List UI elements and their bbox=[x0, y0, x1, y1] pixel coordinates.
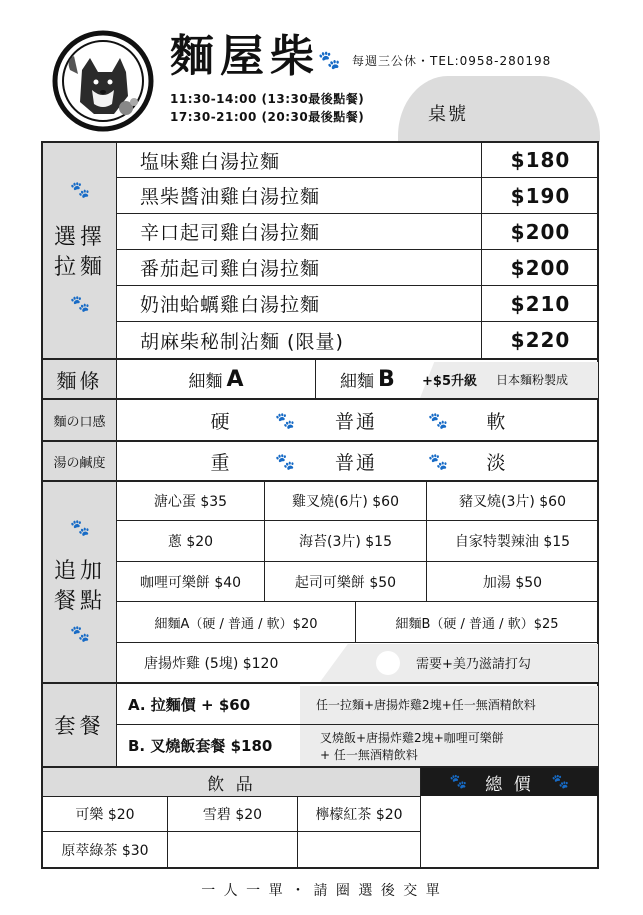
paw-icon: 🐾 bbox=[70, 294, 90, 313]
paw-icon: 🐾 bbox=[318, 50, 341, 71]
setmeal-a-desc: 任一拉麵+唐揚炸雞2塊+任一無酒精飲料 bbox=[316, 697, 536, 712]
drink-sprite[interactable]: 雪碧 $20 bbox=[202, 807, 263, 823]
shiba-dog-logo-icon bbox=[52, 30, 154, 132]
drinks-label: 飲 品 bbox=[207, 774, 256, 795]
total-header bbox=[421, 768, 598, 796]
paw-icon: 🐾 bbox=[70, 624, 90, 643]
ramen-price-3: $200 bbox=[510, 219, 571, 244]
addon-soft-egg[interactable]: 溏心蛋 $35 bbox=[153, 494, 228, 510]
setmeal-b-desc-2: + 任一無酒精飲料 bbox=[320, 748, 418, 762]
drink-lemon-tea[interactable]: 檸檬紅茶 $20 bbox=[315, 807, 403, 823]
paw-icon: 🐾 bbox=[551, 774, 570, 790]
total-label: 總 價 bbox=[485, 774, 534, 795]
addon-noodle-a[interactable]: 細麵A（硬 / 普通 / 軟）$20 bbox=[154, 616, 318, 632]
saltiness-option-normal[interactable]: 普通 bbox=[334, 451, 377, 474]
ramen-item-5[interactable]: 奶油蛤蠣雞白湯拉麵 bbox=[140, 294, 321, 316]
hours-line-1: 11:30-14:00 (13:30最後點餐) bbox=[170, 92, 365, 106]
shop-name: 麵屋柴 bbox=[170, 31, 320, 82]
addon-chicken-chashu[interactable]: 雞叉燒(6片) $60 bbox=[291, 494, 399, 510]
saltiness-label: 湯の鹹度 bbox=[53, 455, 106, 471]
setmeal-b[interactable]: B. 叉燒飯套餐 $180 bbox=[128, 737, 273, 755]
paw-icon: 🐾 bbox=[275, 451, 295, 471]
paw-icon: 🐾 bbox=[70, 518, 90, 537]
noodle-b-prefix: 細麵 bbox=[340, 371, 374, 392]
noodle-label: 麵條 bbox=[56, 368, 103, 393]
ramen-item-1[interactable]: 塩味雞白湯拉麵 bbox=[140, 150, 281, 173]
ramen-price-5: $210 bbox=[510, 291, 571, 316]
ramen-price-4: $200 bbox=[510, 255, 571, 280]
noodle-upgrade: +$5升級 bbox=[422, 373, 477, 389]
ramen-price-6: $220 bbox=[510, 328, 571, 352]
addon-scallion[interactable]: 蔥 $20 bbox=[167, 534, 214, 550]
noodle-upgrade-note: 日本麵粉製成 bbox=[496, 372, 569, 387]
addon-chili-oil[interactable]: 自家特製辣油 $15 bbox=[454, 534, 571, 550]
paw-icon: 🐾 bbox=[275, 410, 295, 430]
addon-extra-soup[interactable]: 加湯 $50 bbox=[482, 574, 543, 591]
ramen-item-2[interactable]: 黑柴醬油雞白湯拉麵 bbox=[140, 186, 321, 208]
footer-note: 一 人 一 單 ・ 請 圈 選 後 交 單 bbox=[201, 883, 442, 899]
addons-section-label-1: 追加 bbox=[54, 559, 107, 584]
paw-icon: 🐾 bbox=[428, 410, 448, 430]
texture-option-normal[interactable]: 普通 bbox=[334, 410, 377, 433]
paw-icon: 🐾 bbox=[428, 451, 448, 471]
addon-fried-chicken[interactable]: 唐揚炸雞 (5塊) $120 bbox=[144, 655, 279, 672]
texture-option-soft[interactable]: 軟 bbox=[486, 410, 506, 433]
mayo-note: 需要+美乃滋請打勾 bbox=[416, 657, 531, 672]
mayo-checkbox[interactable] bbox=[376, 651, 400, 675]
hours-line-2: 17:30-21:00 (20:30最後點餐) bbox=[170, 110, 365, 124]
addon-pork-chashu[interactable]: 豬叉燒(3片) $60 bbox=[458, 494, 566, 510]
ramen-item-6[interactable]: 胡麻柴秘制沾麵 (限量) bbox=[140, 330, 344, 353]
ramen-item-3[interactable]: 辛口起司雞白湯拉麵 bbox=[140, 222, 321, 244]
saltiness-option-heavy[interactable]: 重 bbox=[210, 451, 230, 474]
total-amount-box[interactable] bbox=[421, 797, 598, 867]
setmeal-label: 套餐 bbox=[54, 714, 105, 738]
texture-option-hard[interactable]: 硬 bbox=[210, 410, 230, 433]
ramen-section-label-2: 拉麵 bbox=[54, 255, 107, 280]
noodle-a-letter: A bbox=[226, 366, 244, 392]
ramen-item-4[interactable]: 番茄起司雞白湯拉麵 bbox=[140, 258, 321, 280]
logo bbox=[52, 30, 154, 132]
setmeal-a[interactable]: A. 拉麵價 + $60 bbox=[128, 695, 251, 714]
drink-cola[interactable]: 可樂 $20 bbox=[75, 807, 135, 823]
addons-section-label-2: 餐點 bbox=[54, 589, 107, 614]
ramen-section-label-1: 選擇 bbox=[54, 225, 107, 250]
addon-cheese-croquette[interactable]: 起司可樂餅 $50 bbox=[294, 574, 397, 591]
noodle-a-prefix: 細麵 bbox=[188, 371, 223, 392]
noodle-option-b[interactable] bbox=[340, 360, 420, 398]
addon-noodle-b[interactable]: 細麵B（硬 / 普通 / 軟）$25 bbox=[395, 616, 559, 632]
addon-curry-croquette[interactable]: 咖哩可樂餅 $40 bbox=[139, 574, 242, 591]
setmeal-b-desc-1: 叉燒飯+唐揚炸雞2塊+咖哩可樂餅 bbox=[320, 731, 504, 745]
saltiness-option-light[interactable]: 淡 bbox=[486, 451, 506, 474]
noodle-option-a[interactable] bbox=[117, 360, 315, 398]
drink-green-tea[interactable]: 原萃綠茶 $30 bbox=[61, 843, 149, 859]
paw-icon: 🐾 bbox=[70, 180, 90, 199]
addon-seaweed[interactable]: 海苔(3片) $15 bbox=[298, 534, 392, 550]
closed-info: 每週三公休・TEL:0958-280198 bbox=[352, 54, 552, 68]
ramen-price-2: $190 bbox=[510, 183, 571, 208]
table-number-label: 桌號 bbox=[428, 104, 468, 125]
texture-label: 麵の口感 bbox=[53, 414, 106, 430]
paw-icon: 🐾 bbox=[449, 774, 468, 790]
noodle-b-letter: B bbox=[378, 366, 395, 392]
ramen-price-1: $180 bbox=[510, 148, 571, 172]
